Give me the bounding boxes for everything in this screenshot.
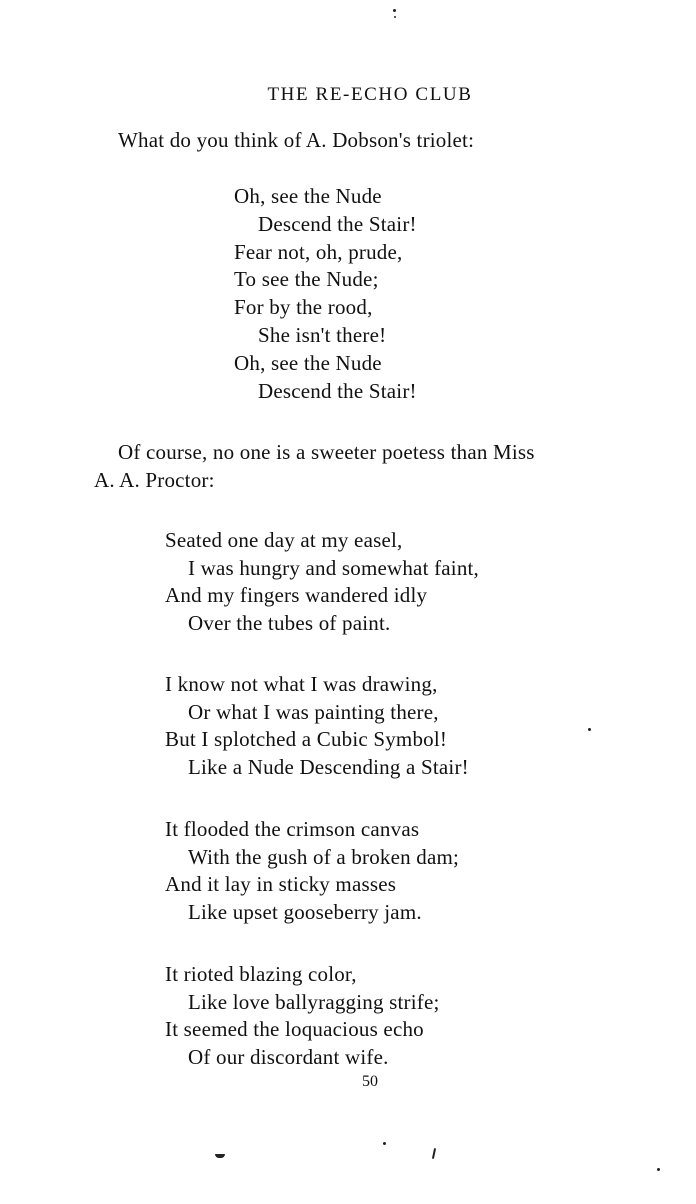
verse-line: It rioted blazing color,: [165, 962, 357, 986]
verse-line: Like upset gooseberry jam.: [188, 900, 422, 924]
verse-line: Seated one day at my easel,: [165, 528, 403, 552]
verse-line: Oh, see the Nude: [234, 351, 382, 375]
intro-paragraph: Of course, no one is a sweeter poetess than Miss: [118, 440, 535, 464]
verse-line: And my fingers wandered idly: [165, 583, 428, 607]
verse-line: With the gush of a broken dam;: [188, 845, 460, 869]
verse-line: Like love ballyragging strife;: [188, 990, 440, 1014]
verse-line: Or what I was painting there,: [188, 700, 439, 724]
verse-line: Fear not, oh, prude,: [234, 240, 403, 264]
verse-line: It flooded the crimson canvas: [165, 817, 420, 841]
scan-speck: [657, 1168, 660, 1171]
verse-line: Over the tubes of paint.: [188, 611, 391, 635]
scan-speck: [588, 728, 591, 731]
verse-line: And it lay in sticky masses: [165, 872, 397, 896]
scan-speck: [394, 16, 396, 18]
intro-paragraph: What do you think of A. Dobson's triolet:: [118, 128, 475, 152]
intro-paragraph-continued: A. A. Proctor:: [94, 468, 215, 492]
verse-line: Descend the Stair!: [258, 212, 417, 236]
verse-line: I was hungry and somewhat faint,: [188, 556, 479, 580]
verse-line: To see the Nude;: [234, 267, 379, 291]
verse-line: Oh, see the Nude: [234, 184, 382, 208]
verse-line: She isn't there!: [258, 323, 387, 347]
verse-line: Like a Nude Descending a Stair!: [188, 755, 469, 779]
scan-speck: [393, 9, 396, 12]
running-head: THE RE-ECHO CLUB: [267, 84, 473, 105]
scan-speck: [215, 1154, 225, 1158]
verse-line: For by the rood,: [234, 295, 373, 319]
page-number: 50: [362, 1073, 378, 1090]
verse-line: But I splotched a Cubic Symbol!: [165, 727, 448, 751]
verse-line: It seemed the loquacious echo: [165, 1017, 424, 1041]
scan-speck: [432, 1148, 436, 1159]
scan-speck: [383, 1142, 386, 1145]
verse-line: Of our discordant wife.: [188, 1045, 389, 1069]
verse-line: Descend the Stair!: [258, 379, 417, 403]
verse-line: I know not what I was drawing,: [165, 672, 438, 696]
